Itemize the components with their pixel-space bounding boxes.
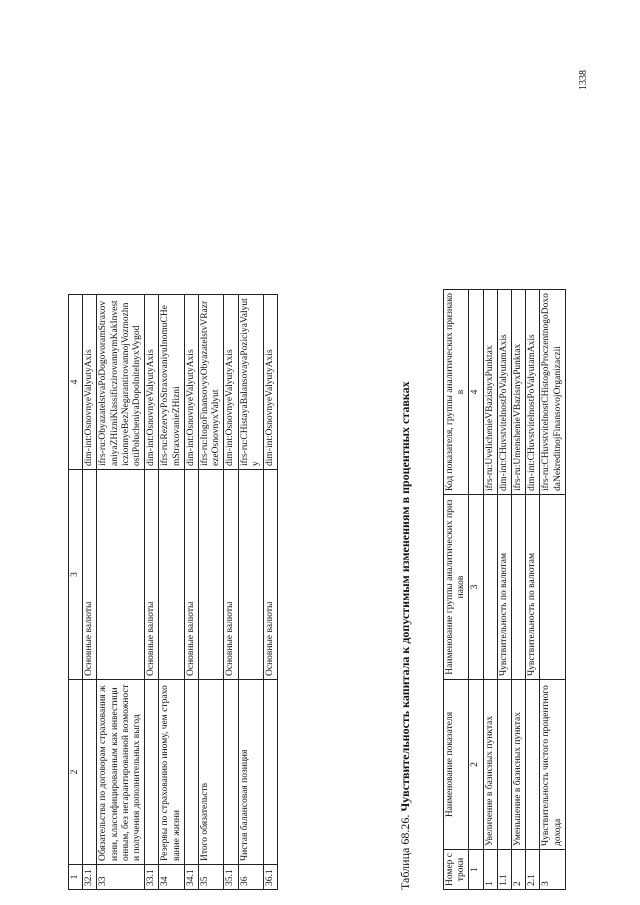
table-row <box>238 295 263 890</box>
table-row <box>199 295 224 890</box>
group-name: Чувствительность по валютам <box>497 495 511 680</box>
group-name: Основные валюты <box>264 470 278 680</box>
row-number: 2 <box>512 850 526 890</box>
indicator-name: Увеличение в базисных пунктах <box>483 680 497 850</box>
group-name: Чувствительность по валютам <box>526 495 540 680</box>
group-name <box>199 470 224 680</box>
indicator-name <box>145 680 159 865</box>
indicator-code: ifrs-ru:UmensheniеVBazisnyxPunktax <box>512 290 526 495</box>
row-number: 33.1 <box>145 865 159 890</box>
table-index-row <box>469 290 483 890</box>
indicator-code: dim-int:OsnovnyeValyutyAxis <box>184 295 198 470</box>
table-row <box>526 290 540 890</box>
indicator-code: dim-int:CHuvstvitelnostPoValyutamAxis <box>526 290 540 495</box>
page-number: 1338 <box>578 70 589 90</box>
row-number: 2.1 <box>526 850 540 890</box>
indicator-name: Уменьшение в базисных пунктах <box>512 680 526 850</box>
table-row <box>97 295 145 890</box>
indicator-name <box>497 680 511 850</box>
group-name: Основные валюты <box>224 470 238 680</box>
indicator-code: dim-int:CHuvstvitelnostPoValyutamAxis <box>497 290 511 495</box>
column-number: 3 <box>469 495 483 680</box>
indicator-name <box>264 680 278 865</box>
row-number: 1 <box>483 850 497 890</box>
group-name <box>483 495 497 680</box>
row-number: 36 <box>238 865 263 890</box>
indicator-code: ifrs-ru:ItogoFinansovyxObyazatelstvVRazrezeOsnovnyxValyut <box>199 295 224 470</box>
group-name <box>512 495 526 680</box>
row-number: 35.1 <box>224 865 238 890</box>
column-number: 1 <box>69 865 83 890</box>
row-number: 1.1 <box>497 850 511 890</box>
caption-title: Чувствительность капитала к допустимым изменениям в процентных ставках <box>398 381 412 812</box>
indicator-name: Резервы по страхованию иному, чем страхование жизни <box>159 680 184 865</box>
header-cell: Номер строки <box>444 850 469 890</box>
column-number: 3 <box>69 470 83 680</box>
indicator-name: Итого обязательств <box>199 680 224 865</box>
column-number: 2 <box>69 680 83 865</box>
table-row <box>184 295 198 890</box>
indicator-code: dim-int:OsnovnyeValyutyAxis <box>145 295 159 470</box>
indicator-code: ifrs-ru:RezervyPoStraxovaniyuInomuCHemStraxovanieZHizni <box>159 295 184 470</box>
column-number: 4 <box>469 290 483 495</box>
row-number: 3 <box>540 850 565 890</box>
group-name: Основные валюты <box>145 470 159 680</box>
indicator-name <box>224 680 238 865</box>
indicator-code: dim-int:OsnovnyeValyutyAxis <box>224 295 238 470</box>
header-cell: Код показателя, группы аналитических признаков <box>444 290 469 495</box>
column-number: 1 <box>469 850 483 890</box>
row-number: 36.1 <box>264 865 278 890</box>
table-row <box>264 295 278 890</box>
row-number: 33 <box>97 865 145 890</box>
table-row <box>83 295 97 890</box>
table-row <box>540 290 565 890</box>
indicator-code: ifrs-ru:ObyazatelstvaPoDogovoramStraxovaniyaZHizniKlassificzirovannymKakInvesticzionnyeBezNegarantirovannojVozmozhnostiPolucheniyaDopolnitelnyxVygod <box>97 295 145 470</box>
row-number: 32.1 <box>83 865 97 890</box>
indicator-name <box>526 680 540 850</box>
column-number: 4 <box>69 295 83 470</box>
indicator-name: Чистая балансовая позиция <box>238 680 263 865</box>
indicator-name: Чувствительность чистого процентного дохода <box>540 680 565 850</box>
group-name: Основные валюты <box>184 470 198 680</box>
indicator-code: dim-int:OsnovnyeValyutyAxis <box>83 295 97 470</box>
indicator-code: dim-int:OsnovnyeValyutyAxis <box>264 295 278 470</box>
indicator-code: ifrs-ru:UvelichenieVBazisnyxPunktax <box>483 290 497 495</box>
table-row <box>145 295 159 890</box>
group-name <box>540 495 565 680</box>
sensitivity-table <box>443 289 566 890</box>
row-number: 34.1 <box>184 865 198 890</box>
caption-prefix: Таблица 68.26. <box>398 811 412 890</box>
table-header-row <box>69 295 83 890</box>
indicator-name <box>83 680 97 865</box>
row-number: 34 <box>159 865 184 890</box>
table-header-row <box>444 290 469 890</box>
indicator-name <box>184 680 198 865</box>
table-row <box>159 295 184 890</box>
indicator-code: ifrs-ru:CHistayaBalansovayaPoziciyaValyuty <box>238 295 263 470</box>
group-name <box>238 470 263 680</box>
table-row <box>483 290 497 890</box>
group-name <box>97 470 145 680</box>
group-name: Основные валюты <box>83 470 97 680</box>
table-row <box>512 290 526 890</box>
table-caption <box>398 130 413 890</box>
header-cell: Наименование показателя <box>444 680 469 850</box>
group-name <box>159 470 184 680</box>
column-number: 2 <box>469 680 483 850</box>
indicator-code: ifrs-ru:CHuvstvitelnostCHistogoProczentnogoDoxodaNekreditnojFinansovojOrganizaczii <box>540 290 565 495</box>
header-cell: Наименование группы аналитических признаков <box>444 495 469 680</box>
table-row <box>224 295 238 890</box>
table-row <box>497 290 511 890</box>
liabilities-table <box>68 294 278 890</box>
indicator-name: Обязательства по договорам страхования жизни, классифицированным как инвестиционным, без негарантированной возможности получения дополнительных выгод <box>97 680 145 865</box>
row-number: 35 <box>199 865 224 890</box>
